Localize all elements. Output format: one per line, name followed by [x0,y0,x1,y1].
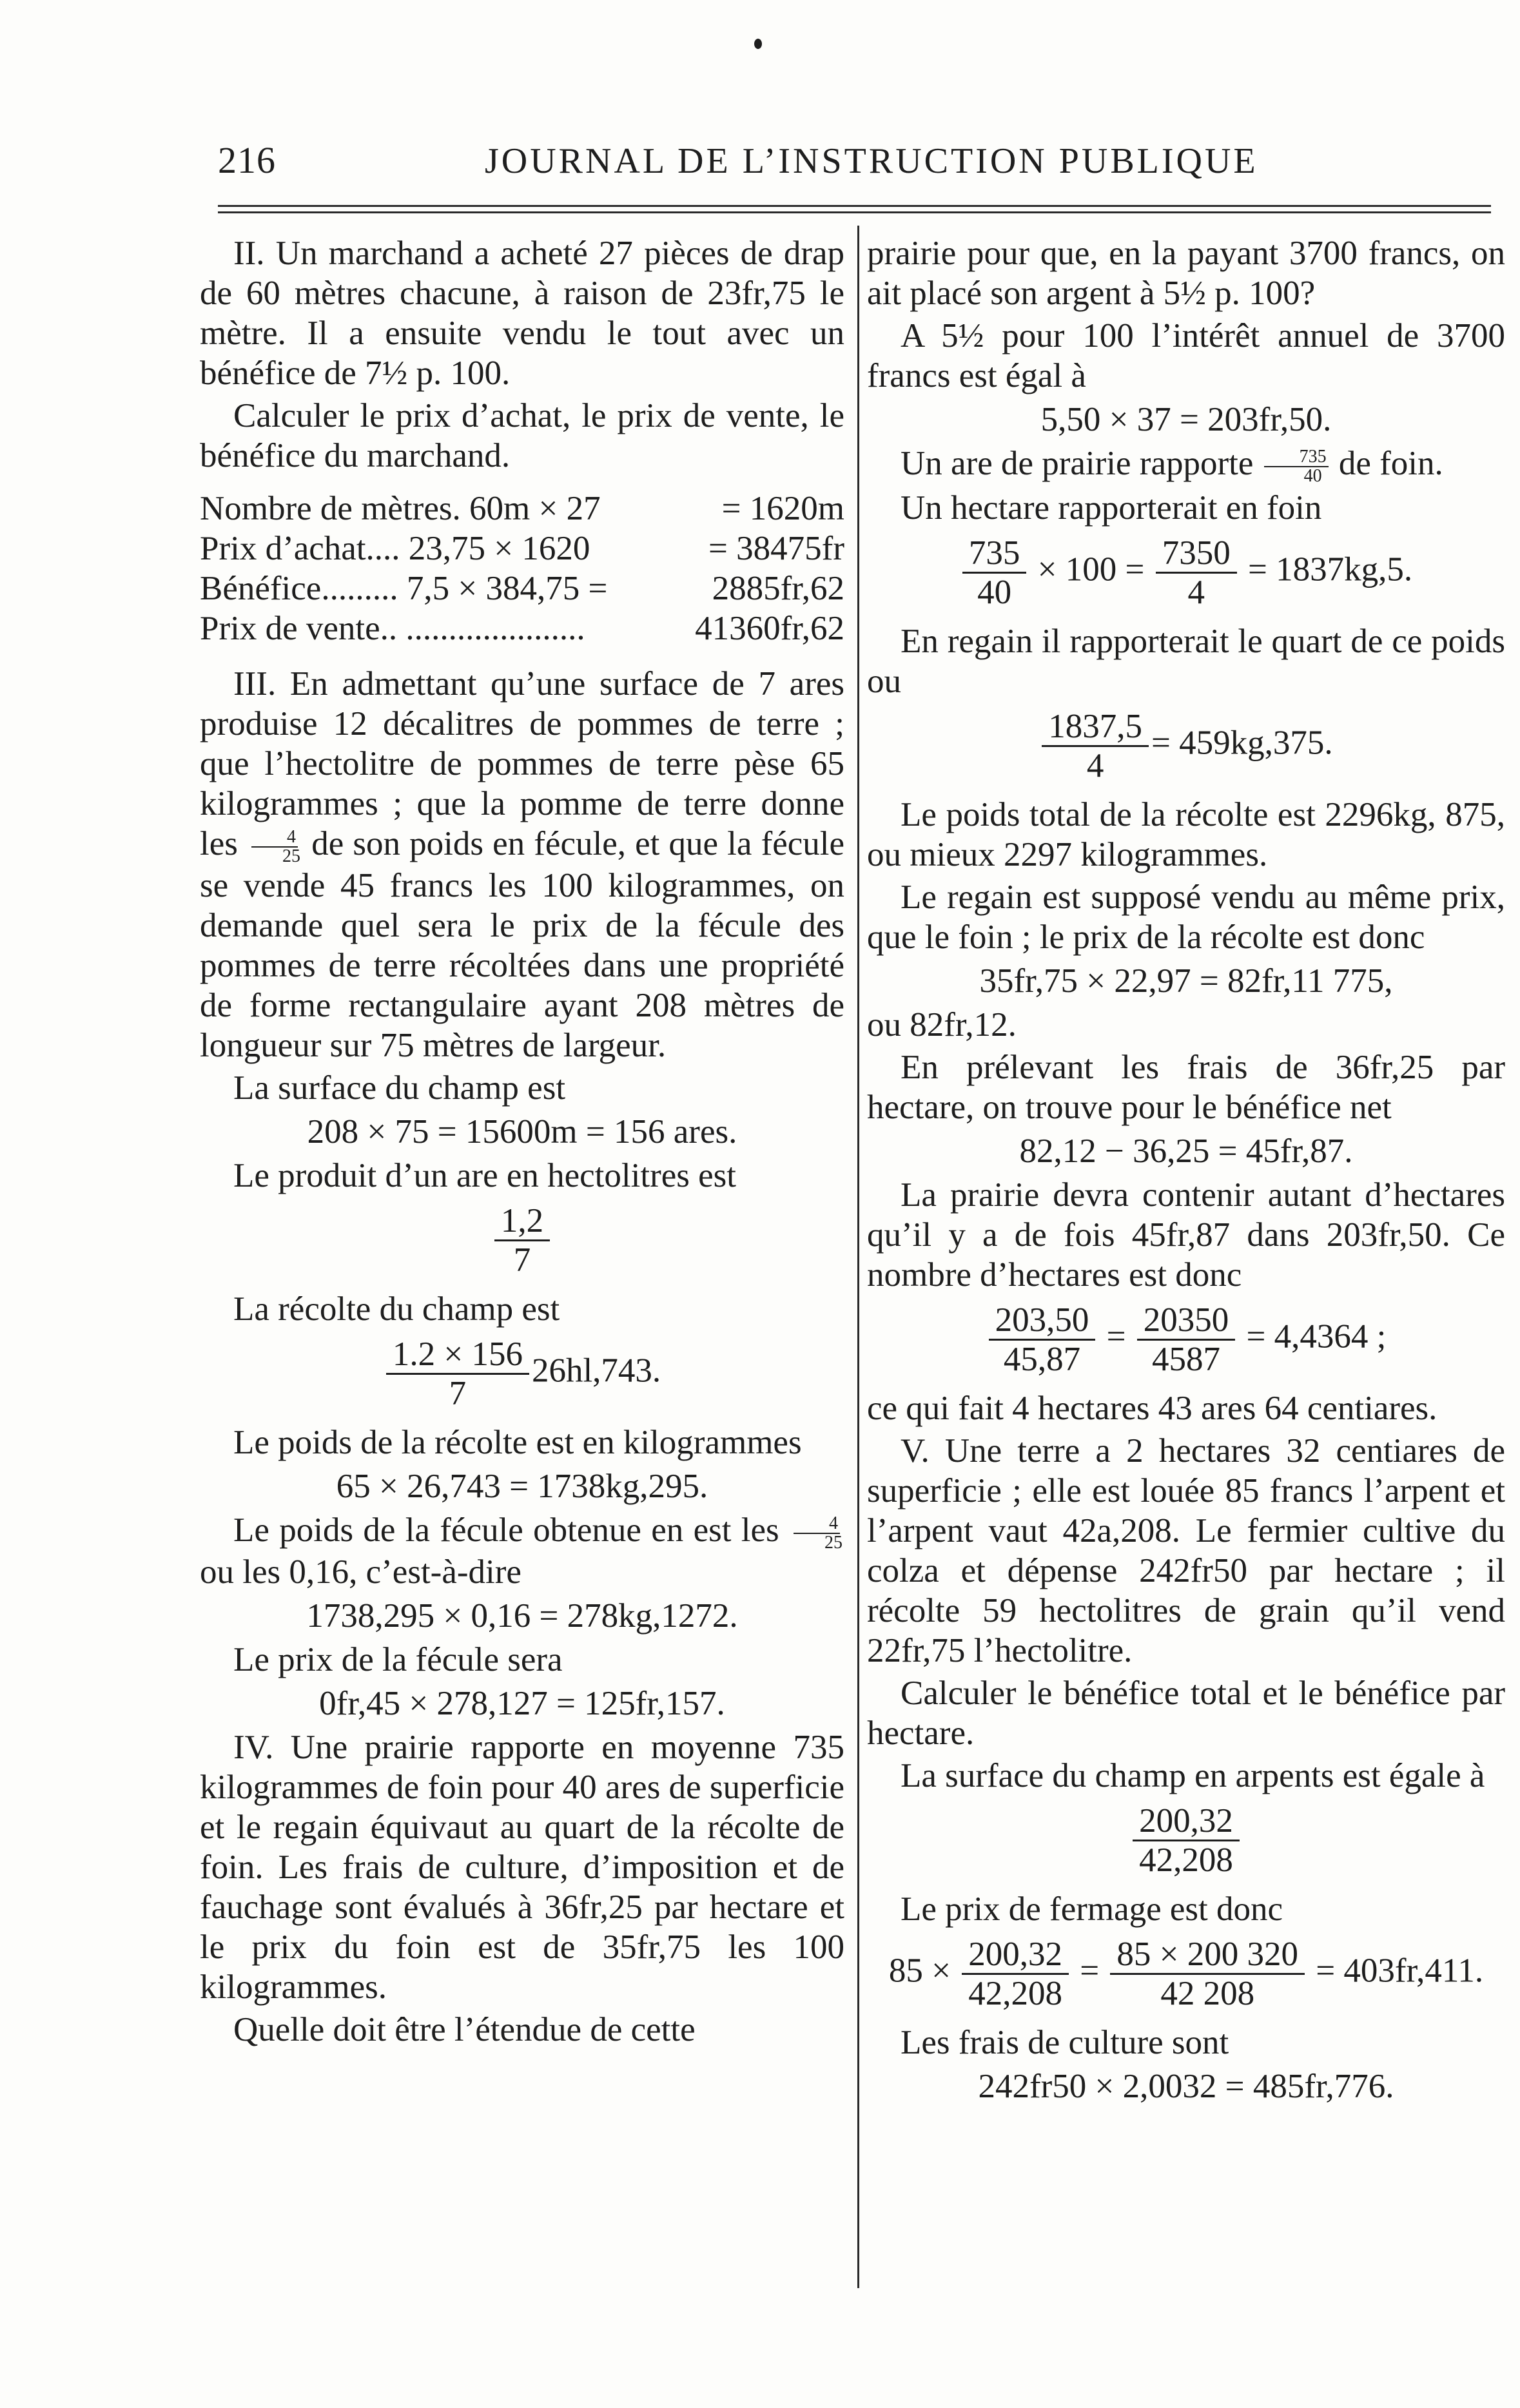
paragraph: La surface du champ en arpents est égale à [901,1756,1485,1794]
ledger-label: Bénéfice......... 7,5 × 384,75 = [200,570,608,607]
paragraph: ou 82fr,12. [867,1005,1017,1044]
paragraph: Calculer le bénéfice total et le bénéfice par hectare. [867,1674,1505,1752]
paragraph: Le poids total de la récolte est 2296kg, 875, ou mieux 2297 kilogrammes. [867,795,1505,873]
paragraph: Le prix de la fécule sera [233,1640,563,1678]
fraction: $\frac{85 \times 200 320}{42 208}$ [1110,1936,1305,2012]
ledger-row [200,608,844,648]
equation [200,1202,844,1279]
ledger-value: 2885fr,62 [712,570,844,607]
fraction: $\frac{735}{40}$ [962,534,1027,611]
equation: 242fr50 × 2,0032 = 485fr,776. [978,2067,1394,2105]
fraction: $\frac{200,32}{42,208}$ [962,1936,1069,2012]
inline-fraction: $\frac{735}{40}$ [1264,448,1329,485]
paragraph: En prélevant les frais de 36fr,25 par hectare, on trouve pour le bénéfice net [867,1048,1505,1126]
column-divider [857,226,859,2288]
running-title: JOURNAL DE L’INSTRUCTION PUBLIQUE [485,141,1258,181]
right-column [867,233,1505,2110]
ledger-label: Nombre de mètres. 60m × 27 [200,490,601,527]
equation: 5,50 × 37 = 203fr,50. [1040,401,1332,438]
fraction: $\frac{1837,5}{4}$ [1042,708,1149,784]
header-rule-bottom [218,211,1491,213]
paragraph: prairie pour que, en la payant 3700 francs, on ait placé son argent à 5½ p. 100? [867,235,1505,312]
problem-4-statement: IV. Une prairie rapporte en moyenne 735 kilogrammes de foin pour 40 ares de superficie et le regain équivaut au quart de la récolte de foin. Les frais de culture, d’imposition et de fauchage sont évalués à 36fr,25 par hectare et le prix du foin est de 35fr,75 les 100 kilogrammes. [200,1728,844,2006]
paragraph: Quelle doit être l’étendue de cette [233,2010,696,2048]
fraction: $\frac{200,32}{42,208}$ [1133,1802,1240,1879]
equation: $\frac{735}{40}$ × 100 = $\frac{7350}{4}$ = 1837kg,5. [867,534,1505,611]
equation: 85 × $\frac{200,32}{42,208}$ = $\frac{85 \times 200 320}{42 208}$ = 403fr,411. [888,1935,1484,2012]
equation: 35fr,75 × 22,97 = 82fr,11 775, [979,962,1393,1000]
fraction: $\frac{203,50}{45,87}$ [989,1301,1096,1378]
fraction: $\frac{1.2 \times 156}{7}$ [386,1335,529,1412]
paragraph: La récolte du champ est [233,1290,560,1328]
problem-3-statement: III. En admettant qu’une surface de 7 ares produise 12 décalitres de pommes de terre ; que l’hectolitre de pommes de terre pèse 65 kilogrammes ; que la pomme de terre donne les $\frac{4}{25}$ de son poids en fécule, et que la fécule se vende 45 francs les 100 kilogrammes, on demande quel sera le prix de la fécule des pommes de terre récoltées dans une propriété de forme rectangulaire ayant 208 mètres de longueur sur 75 mètres de largeur. [200,665,845,1064]
inline-fraction: $\frac{4}{25}$ [249,828,300,866]
equation: $\frac{1.2 \times 156}{7}$ 26hl,743. [200,1335,844,1412]
equation: 1738,295 × 0,16 = 278kg,1272. [306,1597,738,1635]
paragraph: Le regain est supposé vendu au même prix, que le foin ; le prix de la récolte est donc [867,878,1505,956]
ink-dot [754,39,762,49]
problem-2-statement: II. Un marchand a acheté 27 pièces de drap de 60 mètres chacune, à raison de 23fr,75 le mètre. Il a ensuite vendu le tout avec un bénéfice de 7½ p. 100. [200,235,844,392]
equation [867,1802,1505,1879]
paragraph: Le produit d’un are en hectolitres est [233,1156,736,1194]
inline-fraction: $\frac{4}{25}$ [791,1515,843,1552]
left-column [200,233,844,2050]
paragraph: Le poids de la récolte est en kilogrammes [233,1423,802,1461]
paragraph: Le poids de la fécule obtenue en est les $\frac{4}{25}$ ou les 0,16, c’est-à-dire [200,1511,843,1591]
paragraph: La surface du champ est [233,1069,566,1107]
calculation-ledger [200,489,844,648]
equation: 0fr,45 × 278,127 = 125fr,157. [319,1684,725,1722]
ledger-value: = 1620m [721,490,844,527]
fraction: $\frac{1,2}{7}$ [494,1202,550,1279]
equation: $\frac{1837,5}{4}$ = 459kg,375. [867,708,1505,784]
ledger-row [200,568,844,608]
paragraph: ce qui fait 4 hectares 43 ares 64 centiares. [867,1389,1437,1427]
fraction: $\frac{20350}{4587}$ [1137,1301,1236,1378]
ledger-label: Prix de vente.. ..................... [200,610,585,647]
ledger-row [200,489,844,529]
ledger-row [200,529,844,568]
paragraph: La prairie devra contenir autant d’hectares qu’il y a de fois 45fr,87 dans 203fr,50. Ce nombre d’hectares est donc [867,1176,1505,1294]
problem-5-statement: V. Une terre a 2 hectares 32 centiares de superficie ; elle est louée 85 francs l’arpent et l’arpent vaut 42a,208. Le fermier cultive du colza et dépense 242fr50 par hectare ; il récolte 59 hectolitres de grain qu’il vend 22fr,75 l’hectolitre. [867,1432,1505,1669]
ledger-value: 41360fr,62 [695,610,844,647]
paragraph: A 5½ pour 100 l’intérêt annuel de 3700 francs est égal à [867,317,1505,394]
paragraph: Le prix de fermage est donc [901,1890,1283,1928]
paragraph: En regain il rapporterait le quart de ce poids ou [867,622,1505,700]
equation: $\frac{203,50}{45,87}$ = $\frac{20350}{4587}$ = 4,4364 ; [867,1301,1505,1378]
page-number: 216 [218,139,276,181]
paragraph: Les frais de culture sont [901,2023,1229,2061]
problem-2-question: Calculer le prix d’achat, le prix de vente, le bénéfice du marchand. [200,397,844,474]
header-rule-top [218,205,1491,207]
paragraph: Un are de prairie rapporte $\frac{735}{40}$ de foin. [901,445,1443,486]
ledger-value: = 38475fr [708,530,844,567]
equation: 208 × 75 = 15600m = 156 ares. [307,1112,737,1151]
equation: 65 × 26,743 = 1738kg,295. [336,1467,708,1505]
fraction: $\frac{7350}{4}$ [1156,534,1237,611]
paragraph: Un hectare rapporterait en foin [901,489,1322,527]
equation: 82,12 − 36,25 = 45fr,87. [1019,1132,1353,1170]
ledger-label: Prix d’achat.... 23,75 × 1620 [200,530,590,567]
